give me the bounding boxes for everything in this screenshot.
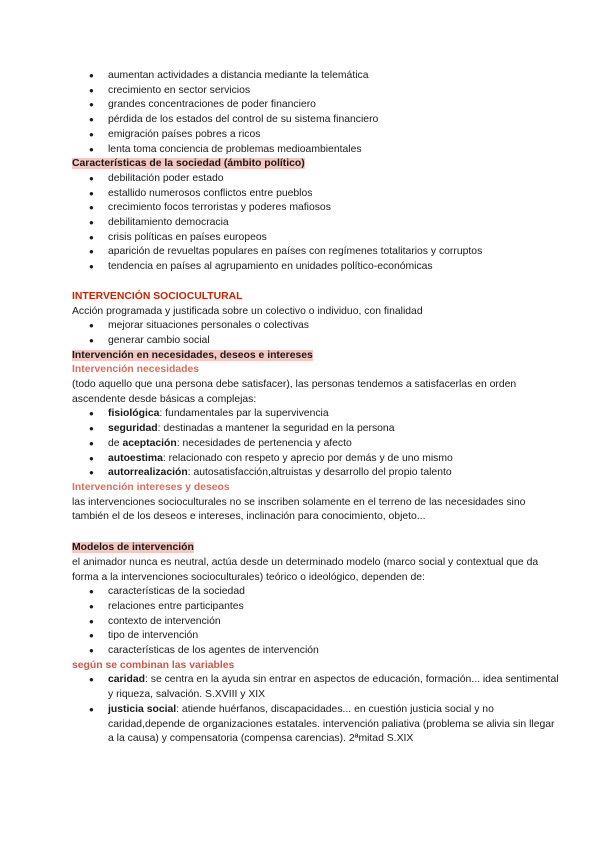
bullet-icon: ● [89,616,94,626]
subheading-variables: según se combinan las variables [72,659,235,671]
bullet-icon: ● [89,587,94,597]
bullet-icon: ● [89,100,94,110]
list-item: ● de aceptación: necesidades de pertenencia y afecto [72,437,560,452]
bullet-icon: ● [89,85,94,95]
heading-politico: Características de la sociedad (ámbito político) [72,158,305,170]
variables-list [72,673,560,747]
heading-necesidades: Intervención en necesidades, deseos e intereses [72,349,313,361]
bullet-icon: ● [89,601,94,611]
list-item: ● seguridad: destinadas a mantener la seguridad en la persona [72,422,560,437]
bullet-icon: ● [89,453,94,463]
list-item: ● emigración países pobres a ricos [72,128,560,143]
heading-isc: INTERVENCIÓN SOCIOCULTURAL [72,290,243,302]
bullet-icon: ● [89,438,94,448]
modelos-text: el animador nunca es neutral, actúa desde un determinado modelo (marco social y contextual que da forma a la intervenciones socioculturales) teórico o ideológico, dependen de: [72,556,539,583]
bullet-icon: ● [89,704,94,714]
list-item: ● mejorar situaciones personales o colectivas [72,319,560,334]
list-item: ● tipo de intervención [72,629,560,644]
bullet-icon: ● [89,424,94,434]
heading-modelos: Modelos de intervención [72,542,194,554]
list-item: ● estallido numerosos conflictos entre pueblos [72,187,560,202]
bullet-icon: ● [89,232,94,242]
list-item: ● características de la sociedad [72,585,560,600]
list-item: ● crisis políticas en países europeos [72,231,560,246]
list-item: ● pérdida de los estados del control de su sistema financiero [72,113,560,128]
list-item: ● crecimiento en sector servicios [72,84,560,99]
necesidades-text: (todo aquello que una persona debe satisfacer), las personas tendemos a satisfacerlas en orden ascendente desde básicas a complejas: [72,379,517,405]
bullet-icon: ● [89,173,94,183]
bullet-icon: ● [89,203,94,213]
list-item: ● autorrealización: autosatisfacción,altruistas y desarrollo del propio talento [72,466,560,481]
bullet-icon: ● [89,71,94,80]
bullet-icon: ● [89,262,94,272]
list-item: ● lenta toma conciencia de problemas medioambientales [72,143,560,158]
list-item: ● características de los agentes de intervención [72,644,560,659]
list-item: ● aparición de revueltas populares en países con regímenes totalitarios y corruptos [72,245,560,260]
list-item: ● grandes concentraciones de poder financiero [72,98,560,113]
bullet-icon: ● [89,468,94,478]
list-item: ● tendencia en países al agrupamiento en unidades político-económicas [72,260,560,275]
list-item: ● crecimiento focos terroristas y poderes mafiosos [72,201,560,216]
list-item: ● fisiológica: fundamentales par la supervivencia [72,407,560,422]
bullet-icon: ● [89,144,94,154]
bullet-icon: ● [89,188,94,198]
subheading-intereses: Intervención intereses y deseos [72,481,230,493]
isc-definition: Acción programada y justificada sobre un colectivo o individuo, con finalidad [72,305,423,317]
bullet-icon: ● [89,646,94,656]
needs-list [72,407,560,481]
list-item: ● relaciones entre participantes [72,600,560,615]
intereses-text: las intervenciones socioculturales no se inscriben solamente en el terreno de las necesidades sino también el de los deseos e intereses, inclinación para conocimiento, objeto... [72,496,526,523]
bullet-icon: ● [89,129,94,139]
bullet-icon: ● [89,218,94,228]
model-list [72,585,560,659]
bullet-icon: ● [89,335,94,345]
bullet-icon: ● [89,321,94,331]
bullet-icon: ● [89,631,94,641]
bullet-icon: ● [89,409,94,419]
bullet-icon: ● [89,675,94,685]
list-item: ● contexto de intervención [72,615,560,630]
list-item: ● autoestima: relacionado con respeto y aprecio por demás y de uno mismo [72,452,560,467]
list-item: ● justicia social: atiende huérfanos, discapacidades... en cuestión justicia social y no caridad,depende de organizaciones estatales. intervención paliativa (problema se alivia sin llegar a la causa) y compensatoria (compensa carencias). 2ªmitad S.XIX [89,703,555,745]
list-item: ● debilitamiento democracia [72,216,560,231]
list-item: ● debilitación poder estado [72,172,560,187]
political-list [72,172,560,275]
bullet-icon: ● [89,115,94,125]
economic-list [72,69,560,157]
isc-list [72,319,560,348]
list-item: ● aumentan actividades a distancia mediante la telemática [72,69,560,84]
subheading-necesidades: Intervención necesidades [72,364,200,376]
list-item: ● generar cambio social [72,334,560,349]
list-item: ● caridad: se centra en la ayuda sin entrar en aspectos de educación, formación... idea sentimental y riqueza, salvación. S.XVIII y XIX [89,674,559,701]
spacer [72,525,560,539]
bullet-icon: ● [89,247,94,257]
